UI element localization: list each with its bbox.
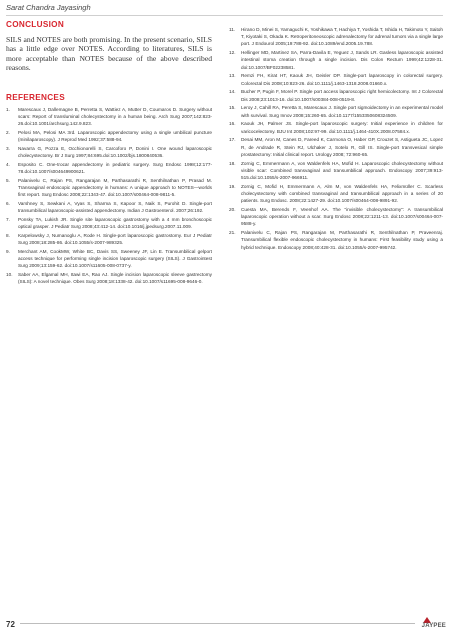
reference-item <box>6 248 212 270</box>
left-column <box>6 20 212 287</box>
footer-divider <box>20 623 415 624</box>
reference-text: Merchant AM, CookMW, White BC, Davis SS, Sweeney JF, Lin E. Transumbilical gelport access technique for performing single incision laparoscopic surgery (SILS). J Gastrointest Surg 2009;13:159-62. doi:10.1007/s11605-008-0737-y. <box>18 249 212 269</box>
reference-text: Palanivelu C, Rajan PS, Rangarajan M, Parthasarathi R, Senthilnathan P, Prasad M. Transvaginal endoscopic appendectomy in humans: A unique approach to NOTES—worlds first report. Surg Endosc 2008;22:1343-47. doi:10.1007/s00464-008-9811-5. <box>18 177 212 198</box>
reference-number: 14. <box>229 89 236 95</box>
reference-number: 11. <box>229 27 236 32</box>
reference-item <box>6 106 212 128</box>
reference-item <box>6 161 212 175</box>
reference-item <box>6 232 212 246</box>
page-number: 72 <box>6 620 15 629</box>
reference-number: 17. <box>229 137 236 143</box>
reference-text: Zornig C, Mofid H, Emmermann A, Alm M, von Waldenfels HA, Felixmüller C. Scarless cholecystectomy with combined transvaginal and transumbilical approach in a series of 20 patients. Surg Endosc. 2008;22:1427-29. doi:10.1007/s00464-008-9891-92. <box>241 183 443 204</box>
reference-item <box>6 271 212 285</box>
reference-item <box>229 26 443 48</box>
reference-number: 16. <box>229 121 236 127</box>
reference-item <box>229 160 443 182</box>
reference-text: Karpelowsky J, Numanoglu A, Rode H. Single-port laparoscopic gastrostomy. Eur J Pediatr Surg 2008;18:285-86. doi:10.1055/s-2007-989325. <box>18 233 212 246</box>
reference-item <box>229 49 443 71</box>
reference-number: 12. <box>229 50 236 56</box>
reference-text: Hellinger MD, Martinez SA, Parra-Davila E, Yeguez J, Sands LR. Gasless laparoscopic assisted intestinal stoma creation through a single incision. Dis Colon Rectum 1999;42:1228-31. doi:10.1007/BF02238581. <box>241 50 443 70</box>
reference-number: 6. <box>6 201 10 207</box>
reference-text: Cuesta MA, Berends F, Veenhof AA. The “invisible cholecystectomy”: A transumbilical laparoscopic operation without a scar. Surg Endosc 2008;22:1211-13. doi:10.1007/s00464-007-9588-y. <box>241 207 443 227</box>
reference-text: Palanivelu C, Rajan PS, Rangarajan M, Parthasarathi R, Senthilnathan P, Praveenraj. Transumbilical flexible endoscopic cholecystectomy in humans: First feasibility study using a hybrid technique. Endoscopy 2008;40:428-31. doi:10.1055/s-2007-995742. <box>241 230 443 250</box>
reference-item <box>6 129 212 143</box>
reference-text: Bucher P, Pugin F, Morel P. Single port access laparoscopic right hemicolectomy. Int J Colorectal Dis 2008;23:1013-16. doi:10.1007/s00384-008-0519-8. <box>241 89 443 102</box>
reference-item <box>229 88 443 102</box>
reference-number: 8. <box>6 233 10 239</box>
reference-text: Leroy J, Cahill RA, Peretta S, Marescaux J. Single port sigmoidectomy in an experimental model with survival. Surg Innov 2008;15:260-65. doi:10.1177/1553350608324509. <box>241 105 443 118</box>
reference-text: Esposito C. One-trocar appendectomy in pediatric surgery. Surg Endosc 1998;12:177-78.doi:10.1007/s004649900621. <box>18 161 212 175</box>
reference-item <box>229 120 443 134</box>
reference-item <box>229 136 443 158</box>
publisher-name: JAYPEE <box>421 623 446 629</box>
reference-text: Varshney S, Sewkani A, Vyas S, Sharma S, Kapoor S, Naik S, Purohit D. Single-port transumbilical laparoscopic-assisted appendectomy. Indian J Gastroenterol. 2007;26:192. <box>18 201 212 214</box>
references-list-right <box>229 26 443 251</box>
running-header-author: Sarat Chandra Jayasingh <box>6 3 91 12</box>
header-divider <box>6 15 443 16</box>
reference-number: 9. <box>6 249 10 255</box>
reference-text: Remzi FH, Kirat HT, Kaouk JH, Geisler DP. Single-port laparoscopy in colorectal surgery. Colorectal Dis 2008;10:823-26. doi:10.1111/j.1463-1318.2008.01660.x. <box>241 73 443 86</box>
reference-text: Pelosi MA, Pelosi MA 3rd. Laparoscopic appendectomy using a single umbilical puncture (minilaparoscopy). J Reprod Med 1992;37:588-94. <box>18 129 212 143</box>
reference-text: Hirano D, Minei S, Yamaguchi K, Yoshikawa T, Hachiya T, Yoshida T, Ishida H, Takimoto Y, Saitoh T, Kiyotaki S, Okada K. Retroperitoneoscopic adrenalectomy for adrenal tumors via a single large port. J Endourol 2005;19:788-92. doi:10.1089/end.2005.19.788. <box>241 27 443 47</box>
reference-number: 3. <box>6 145 10 151</box>
reference-number: 20. <box>229 207 236 213</box>
reference-text: Desai MM, Aron M, Canes D, Fareed K, Carmona O, Haber GP, Crouzet S, Astigueta JC, Lopez R, de Andrade R, Stein RJ, Ulchaker J, Sotelo R, Gill IS. Single-port transvesical simple prostatectomy: Initial clinical report. Urology 2008; 72:960-65. <box>241 137 443 157</box>
publisher-logo <box>416 616 446 632</box>
reference-text: Marescaux J, Dallemagne B, Perretta S, Wattiez A, Mutter D, Coumaros D. Surgery without scars: Report of transluminal cholecystectomy in a human being. Arch Surg 2007;142:823-26.doi:10.1001/archsurg.142.9.823. <box>18 106 212 127</box>
reference-number: 18. <box>229 160 236 166</box>
reference-item <box>229 72 443 86</box>
reference-number: 13. <box>229 73 236 79</box>
right-column <box>229 22 443 252</box>
reference-number: 19. <box>229 183 236 189</box>
reference-item <box>229 104 443 118</box>
reference-text: Navarra G, Pozza E, Occhionorelli S, Carcoforo P, Donini I. One wound laparoscopic cholecystectomy. Br J Surg 1997;84:695.doi:10.1002/bjs.1800840536. <box>18 145 212 159</box>
reference-item <box>6 177 212 199</box>
reference-item <box>6 216 212 230</box>
reference-number: 1. <box>6 106 10 112</box>
reference-text: Saber AA, Elgamal MH, Itawi EA, Rao AJ. Single incision laparoscopic sleeve gastrectomy (SILS): A novel technique. Obes Surg 2008;18:1338-42. doi:10.1007/s11695-008-9646-0. <box>18 272 212 285</box>
reference-item <box>229 229 443 251</box>
reference-text: Zornig C, Emmermann A, von Waldenfels HA, Mofid H. Laparoscopic cholecystectomy without visible scar: Combined transvaginal and transumbilical approach. Endoscopy 2007;39:913-515.doi:10.1055/s-2007-966911. <box>241 160 443 181</box>
reference-item <box>6 145 212 159</box>
reference-item <box>6 200 212 214</box>
references-list-left <box>6 106 212 286</box>
reference-number: 2. <box>6 129 10 135</box>
reference-number: 5. <box>6 177 10 183</box>
references-heading: REFERENCES <box>6 92 65 102</box>
reference-text: Kaouk JH, Palmer JS. Single-port laparoscopic surgery: Initial experience in children for varicocelectomy. BJU Int 2008;102:97-99. doi:10.1111/j.1464-410X.2008.07584.x. <box>241 121 443 134</box>
conclusion-text: SILS and NOTES are both promising. In the present scenario, SILS has a little edge over NOTES. According to literatures, SILS is more acceptable than NOTES because of the above described reasons. <box>6 35 212 73</box>
reference-text: Ponsky TA, Lukish JR. Single site laparoscopic gastrostomy with a 4 mm bronchoscopic optical grasper. J Pediatr Surg 2008;43:412-14. doi:10.1016/j.jpedsurg.2007.11.009. <box>18 217 212 230</box>
reference-number: 4. <box>6 161 10 167</box>
conclusion-heading: CONCLUSION <box>6 20 65 29</box>
reference-item <box>229 206 443 228</box>
reference-number: 7. <box>6 217 10 223</box>
reference-item <box>229 183 443 205</box>
reference-number: 21. <box>229 230 236 236</box>
reference-number: 10. <box>6 272 13 278</box>
reference-number: 15. <box>229 105 236 111</box>
